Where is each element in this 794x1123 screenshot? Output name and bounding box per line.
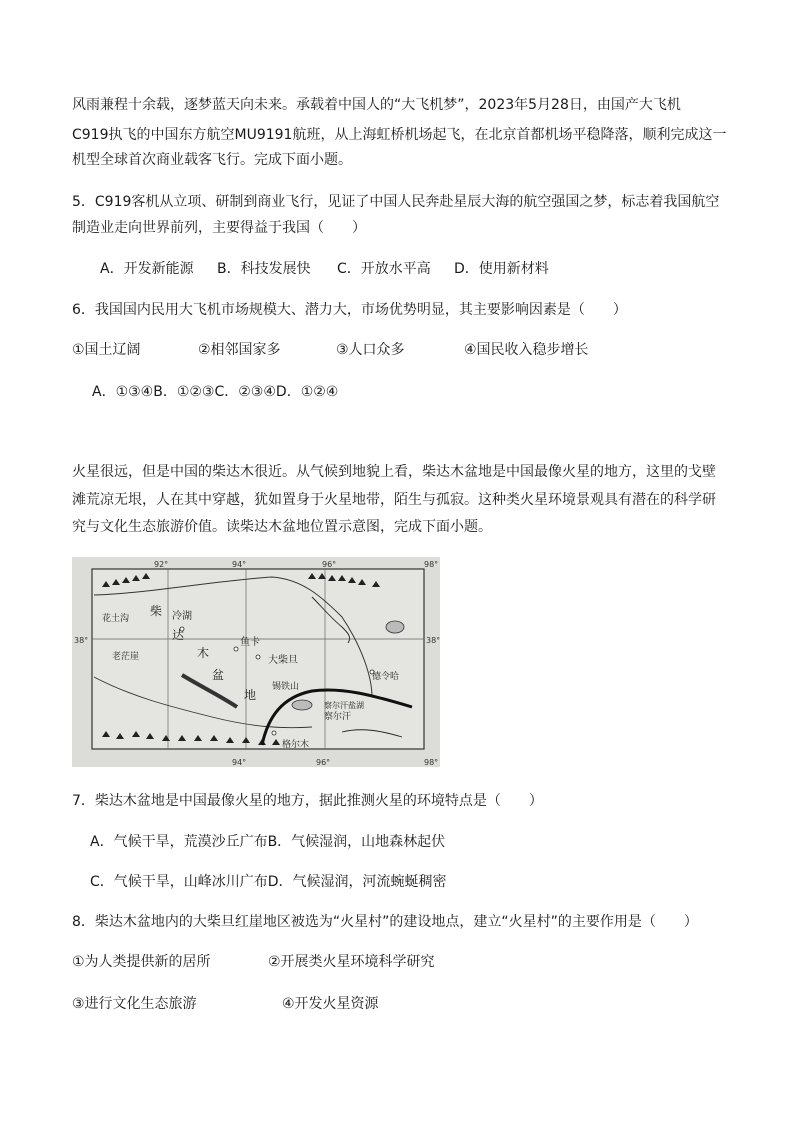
q6-options[interactable]: A．①③④B．①②③C．②③④D．①②④ (92, 384, 339, 400)
label-dachaidan: 大柴旦 (268, 655, 298, 666)
q5-stem-line2: 制造业走向世界前列，主要得益于我国（ ） (72, 220, 366, 236)
q5-option-d[interactable]: D．使用新材料 (454, 261, 549, 277)
qaidam-basin-map (72, 557, 440, 767)
label-lon94-bottom: 94° (232, 758, 247, 767)
lake (386, 621, 404, 633)
label-lat38-left: 38° (74, 636, 89, 645)
q8-item-4: ④开发火星资源 (282, 996, 379, 1012)
label-di: 地 (244, 688, 257, 702)
label-xitieshan: 锡铁山 (272, 682, 300, 692)
label-huatuguo: 花土沟 (102, 614, 130, 624)
label-laomangya: 老茫崖 (112, 652, 140, 662)
q6-item-3: ③人口众多 (336, 342, 405, 358)
q5-option-a[interactable]: A．开发新能源 (100, 261, 194, 277)
label-lat38-right: 38° (426, 636, 440, 645)
q7-options-cd[interactable]: C．气候干旱，山峰冰川广布D．气候湿润，河流蜿蜒稠密 (90, 874, 447, 890)
passage1-line2: C919执飞的中国东方航空MU9191航班，从上海虹桥机场起飞，在北京首都机场平稳降落，顺利完成这一 (72, 127, 727, 143)
q6-stem: 6．我国国内民用大飞机市场规模大、潜力大，市场优势明显，其主要影响因素是（ ） (72, 302, 627, 318)
passage1-line3: 机型全球首次商业载客飞行。完成下面小题。 (72, 152, 352, 168)
q8-item-2: ②开展类火星环境科学研究 (268, 954, 435, 970)
passage2-line3: 究与文化生态旅游价值。读柴达木盆地位置示意图，完成下面小题。 (72, 519, 492, 535)
passage2-line1: 火星很远，但是中国的柴达木很近。从气候到地貌上看，柴达木盆地是中国最像火星的地方，这里的戈壁 (72, 464, 716, 480)
label-mu: 木 (197, 646, 210, 660)
label-lon92: 92° (154, 560, 169, 569)
label-pen: 盆 (212, 668, 225, 682)
label-geermu: 格尔木 (282, 740, 310, 750)
q7-stem: 7．柴达木盆地是中国最像火星的地方，据此推测火星的环境特点是（ ） (72, 793, 543, 809)
label-chaerhanyanhu: 察尔汗盐湖 (324, 701, 364, 710)
passage2-line2: 滩荒凉无垠，人在其中穿越，犹如置身于火星地带，陌生与孤寂。这种类火星环境景观具有潜在的科学研 (72, 492, 716, 508)
label-chai: 柴 (150, 604, 163, 618)
q8-item-3: ③进行文化生态旅游 (72, 996, 197, 1012)
label-lon98-bottom: 98° (424, 758, 439, 767)
passage1-line1: 风雨兼程十余载，逐梦蓝天向未来。承载着中国人的“大飞机梦”，2023年5月28日，由国产大飞机 (72, 97, 681, 113)
label-delingha: 德令哈 (372, 672, 400, 682)
label-chaerhan: 察尔汗 (324, 712, 352, 722)
label-lon96-bottom: 96° (316, 758, 331, 767)
q5-option-b[interactable]: B．科技发展快 (217, 261, 311, 277)
q7-options-ab[interactable]: A．气候干旱，荒漠沙丘广布B．气候湿润，山地森林起伏 (90, 834, 446, 850)
q6-item-2: ②相邻国家多 (198, 342, 281, 358)
q8-stem: 8．柴达木盆地内的大柴旦红崖地区被选为“火星村”的建设地点，建立“火星村”的主要作用是（ ） (72, 914, 698, 930)
label-da: 达 (172, 628, 185, 642)
salt-lake (292, 700, 312, 710)
q6-item-4: ④国民收入稳步增长 (464, 342, 589, 358)
q5-option-c[interactable]: C．开放水平高 (337, 261, 431, 277)
label-lon98: 98° (424, 560, 439, 569)
label-lenghu: 冷湖 (172, 611, 192, 622)
label-lon94: 94° (232, 560, 247, 569)
q5-stem-line1: 5．C919客机从立项、研制到商业飞行，见证了中国人民奔赴星辰大海的航空强国之梦，标志着我国航空 (72, 194, 720, 210)
q8-item-1: ①为人类提供新的居所 (72, 954, 211, 970)
label-lon96: 96° (322, 560, 337, 569)
q6-item-1: ①国土辽阔 (72, 342, 141, 358)
label-yuka: 鱼卡 (240, 637, 260, 648)
